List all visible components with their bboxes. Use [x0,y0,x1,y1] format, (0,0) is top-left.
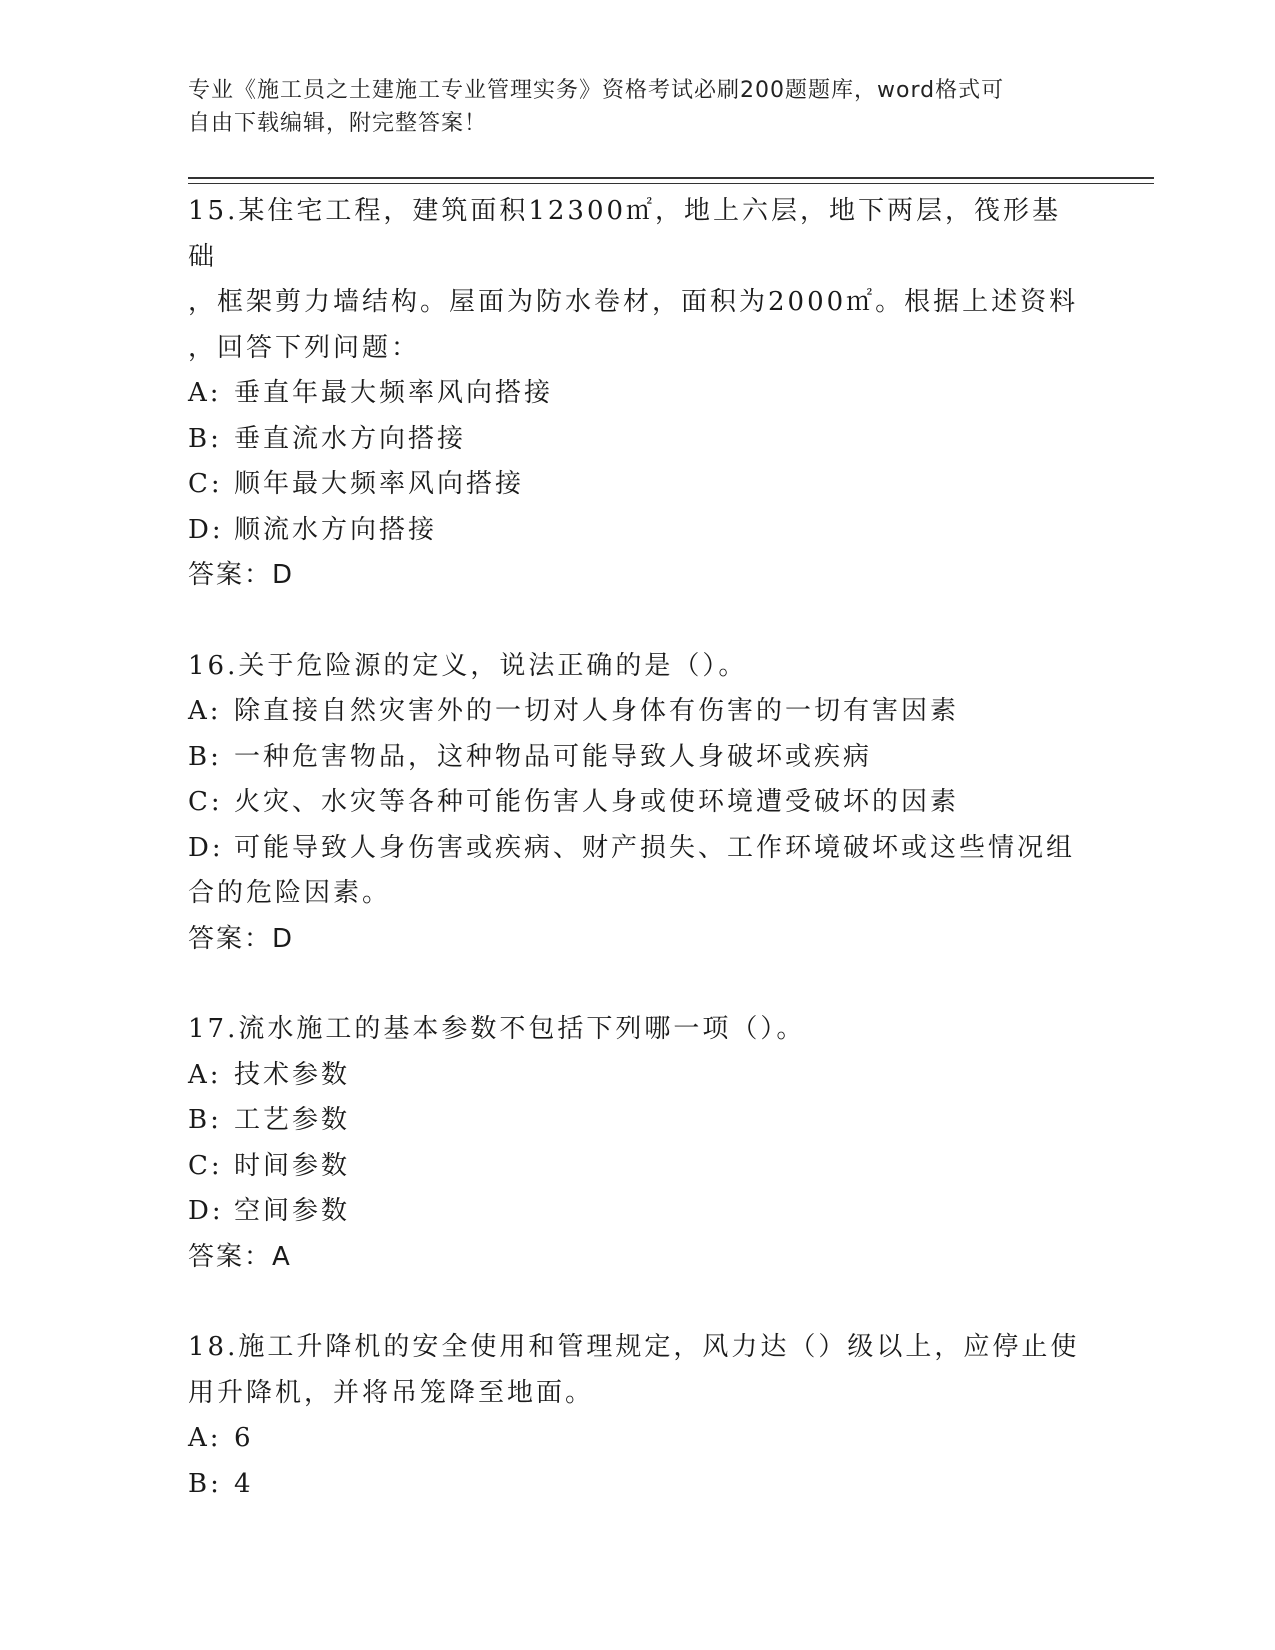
question-spacer [188,1280,1088,1325]
option-text: 可能导致人身伤害或疾病、财产损失、工作环境破坏或这些情况组 [234,832,1076,863]
option-b [188,1462,1088,1508]
option-c [188,462,1088,508]
question-18 [188,1325,1088,1507]
option-text: 顺年最大频率风向搭接 [234,469,525,499]
question-stem-line: ，框架剪力墙结构。屋面为防水卷材，面积为2000㎡。根据上述资料 [188,287,1079,317]
option-text: 6 [234,1423,254,1453]
answer-line: 答案：D [188,560,295,590]
option-key: A: [188,1423,222,1453]
header-divider-thick [188,177,1154,179]
header-divider-thin [188,183,1154,184]
option-key: D: [188,514,224,545]
header-line-2: 自由下载编辑，附完整答案！ [188,111,488,136]
answer-line: 答案：A [188,1241,292,1272]
header-line-1: 专业《施工员之土建施工专业管理实务》资格考试必刷200题题库，word格式可 [188,78,1005,103]
option-key: A: [188,1059,222,1090]
option-text: 除直接自然灾害外的一切对人身体有伤害的一切有害因素 [234,696,960,726]
option-c [188,780,1088,826]
question-stem-line: 18.施工升降机的安全使用和管理规定，风力达（）级以上，应停止使 [188,1332,1080,1362]
option-a [188,689,1088,735]
option-key: B: [188,423,222,454]
option-key: C: [188,787,223,817]
option-d [188,1189,1088,1235]
option-d [188,508,1088,554]
option-key: B: [188,1468,222,1499]
option-a [188,371,1088,417]
option-text: 垂直流水方向搭接 [234,423,467,454]
option-c [188,1144,1088,1190]
document-header [188,74,1068,140]
option-text: 一种危害物品，这种物品可能导致人身破坏或疾病 [234,741,873,772]
option-text: 4 [234,1468,254,1499]
option-key: B: [188,1105,222,1135]
option-key: D: [188,1196,224,1226]
option-b [188,417,1088,463]
question-spacer [188,599,1088,644]
option-a [188,1053,1088,1099]
option-text: 垂直年最大频率风向搭接 [234,378,554,408]
option-key: B: [188,741,222,772]
question-stem-line: 16.关于危险源的定义，说法正确的是（）。 [188,650,748,681]
option-text: 技术参数 [234,1059,351,1090]
question-stem-line: 15.某住宅工程，建筑面积12300㎡，地上六层，地下两层，筏形基础 [188,196,1062,272]
option-a [188,1416,1088,1462]
option-b [188,1098,1088,1144]
question-15 [188,189,1088,599]
answer-line: 答案：D [188,923,295,954]
option-key: A: [188,378,222,408]
option-key: C: [188,469,223,499]
option-key: C: [188,1150,223,1181]
option-d-continuation: 合的危险因素。 [188,878,392,908]
option-d [188,826,1088,872]
question-stem-line: 用升降机，并将吊笼降至地面。 [188,1377,595,1408]
question-stem-line: ，回答下列问题： [188,332,421,363]
question-17 [188,1007,1088,1280]
option-key: A: [188,696,222,726]
question-list [188,189,1088,1507]
option-text: 时间参数 [234,1150,351,1181]
option-text: 工艺参数 [234,1105,351,1135]
option-key: D: [188,832,224,863]
question-stem-line: 17.流水施工的基本参数不包括下列哪一项（）。 [188,1014,806,1044]
option-text: 顺流水方向搭接 [234,514,438,545]
option-text: 空间参数 [234,1196,351,1226]
option-b [188,735,1088,781]
option-text: 火灾、水灾等各种可能伤害人身或使环境遭受破坏的因素 [234,787,960,817]
question-spacer [188,962,1088,1007]
question-16 [188,644,1088,963]
